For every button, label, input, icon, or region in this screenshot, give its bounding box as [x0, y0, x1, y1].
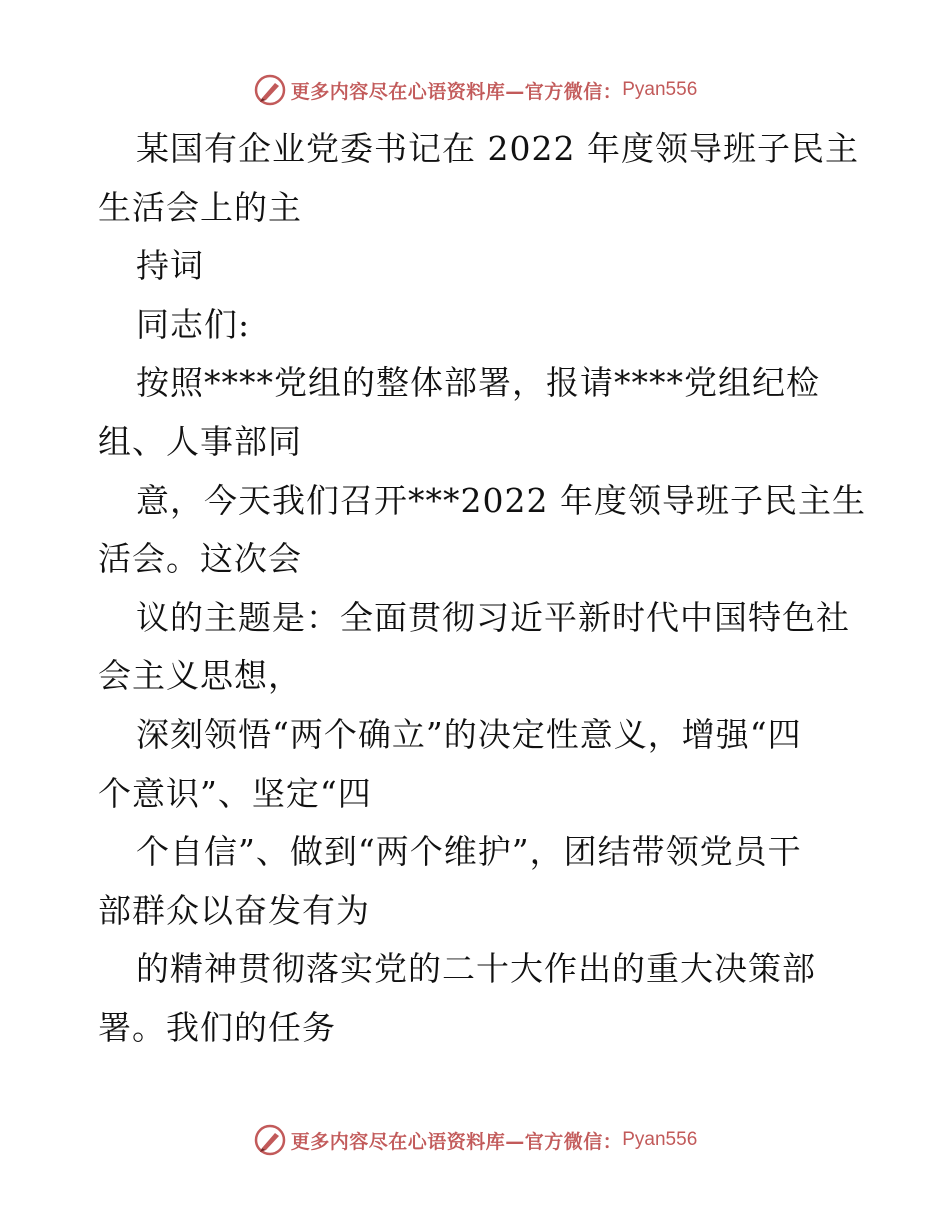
footer-banner-text: 更多内容尽在心语资料库—官方微信： — [290, 1130, 623, 1153]
salutation: 同志们: — [136, 304, 251, 344]
footer-wechat-id: Pyan556 — [622, 1129, 698, 1150]
header-banner-text: 更多内容尽在心语资料库—官方微信： — [290, 80, 623, 103]
paragraph-line: 按照****党组的整体部署，报请****党组纪检 — [136, 363, 820, 403]
paragraph-line: 议的主题是：全面贯彻习近平新时代中国特色社 — [136, 597, 850, 637]
title-line-3: 持词 — [136, 246, 204, 286]
paragraph-line: 部群众以奋发有为 — [98, 890, 370, 930]
pen-logo-icon — [253, 1123, 287, 1157]
paragraph-line: 的精神贯彻落实党的二十大作出的重大决策部 — [136, 949, 816, 989]
paragraph-line: 意，今天我们召开***2022 年度领导班子民主生 — [136, 480, 866, 520]
paragraph-line: 组、人事部同 — [98, 421, 302, 461]
header-wechat-id: Pyan556 — [622, 79, 698, 100]
paragraph-line: 个自信”、做到“两个维护”，团结带领党员干 — [136, 832, 802, 872]
paragraph-line: 个意识”、坚定“四 — [98, 773, 372, 813]
paragraph-line: 活会。这次会 — [98, 539, 302, 579]
paragraph-line: 署。我们的任务 — [98, 1007, 336, 1047]
document-body — [98, 120, 866, 1058]
pen-logo-icon — [253, 73, 287, 107]
paragraph-line: 深刻领悟“两个确立”的决定性意义，增强“四 — [136, 714, 802, 754]
paragraph-line: 会主义思想， — [98, 656, 302, 696]
header-banner — [0, 70, 950, 110]
title-line-2: 生活会上的主 — [98, 187, 302, 227]
footer-banner — [0, 1120, 950, 1160]
title-line-1: 某国有企业党委书记在 2022 年度领导班子民主 — [136, 129, 859, 168]
